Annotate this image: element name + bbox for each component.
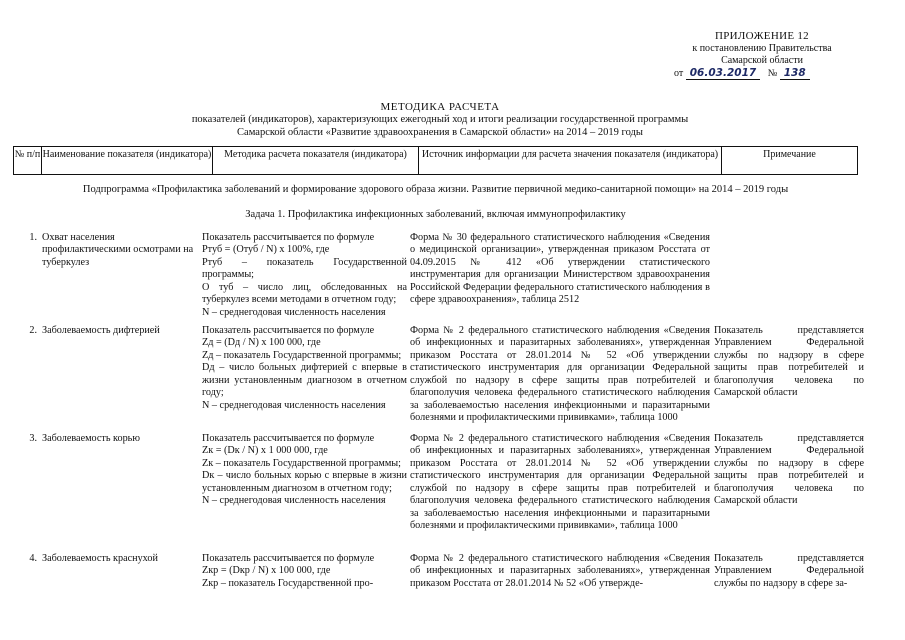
row-1-name: Охват населения профилактическими осмотрами на туберкулез bbox=[42, 232, 194, 268]
appendix-title: ПРИЛОЖЕНИЕ 12 bbox=[715, 30, 809, 42]
row-1-formula-line: O туб – число лиц, обследованных на туберкулез всеми методами в отчетном году; bbox=[202, 281, 407, 306]
document-title bbox=[140, 101, 740, 139]
row-3-note: Показатель представляется Управлением Федеральной службы по надзору в сфере защиты прав потребителей и благополучия человека по Самарской области bbox=[714, 433, 864, 507]
row-2-formula-line: Zд = (Dд / N) х 100 000, где bbox=[202, 337, 321, 349]
row-3-formula-line: Zк = (Dк / N) х 1 000 000, где bbox=[202, 445, 328, 457]
row-1-number: 1. bbox=[29, 232, 37, 243]
row-4-source: Форма № 2 федерального статистического наблюдения «Сведения об инфекционных и паразитарных заболеваниях», утвержденная приказом Росстата от 28.01.2014 № 52 «Об утвержде- bbox=[410, 553, 710, 589]
row-1-formula-line: Pтуб = (Oтуб / N) х 100%, где bbox=[202, 244, 330, 256]
title-line-2: показателей (индикаторов), характеризующих ежегодный ход и итоги реализации государственной программы bbox=[191, 114, 689, 126]
task-caption: Задача 1. Профилактика инфекционных заболеваний, включая иммунопрофилактику bbox=[245, 209, 626, 220]
handwritten-number: 138 bbox=[780, 68, 810, 81]
column-header-note: Примечание bbox=[721, 147, 858, 174]
row-4-note: Показатель представляется Управлением Федеральной службы по надзору в сфере за- bbox=[714, 553, 864, 589]
row-1-formula-line: Показатель рассчитывается по формуле bbox=[202, 232, 375, 243]
row-1-source: Форма № 30 федерального статистического наблюдения «Сведения о медицинской организации», утвержденная приказом Росстата от 04.09.2015 № 412 «Об утверждении статистического инструментария для организации Министерством здравоохранения Российской Федерации федерального статистического наблюдения в сфере здравоохранения», таблица 2512 bbox=[410, 232, 710, 306]
row-2-note: Показатель представляется Управлением Федеральной службы по надзору в сфере защиты прав потребителей и благополучия человека по Самарской области bbox=[714, 325, 864, 399]
row-4-formula-line: Zкр = (Dкр / N) х 100 000, где bbox=[202, 565, 331, 577]
row-4-number: 4. bbox=[29, 553, 37, 564]
subprogram-caption: Подпрограмма «Профилактика заболеваний и формирование здорового образа жизни. Развитие первичной медико-санитарной помощи» на 2014 – 2019 годы bbox=[82, 184, 789, 195]
appendix-line-1: к постановлению Правительства bbox=[692, 42, 832, 54]
row-2-formula-line: Zд – показатель Государственной программы; bbox=[202, 349, 402, 361]
row-2-name: Заболеваемость дифтерией bbox=[42, 325, 160, 336]
row-3-formula bbox=[202, 433, 407, 508]
row-3-number: 3. bbox=[29, 433, 37, 444]
row-2-source: Форма № 2 федерального статистического наблюдения «Сведения об инфекционных и паразитарных заболеваниях», утвержденная приказом Росстата от 28.01.2014 № 52 «Об утверждении статистического инструментария для организации Федеральной службой по надзору в сфере защиты прав потребителей и благополучия человека федерального статистического наблюдения за заболеваемостью населения инфекционными и паразитарными болезнями и профилактическими прививками», таблица 1000 bbox=[410, 325, 710, 424]
column-header-source: Источник информации для расчета значения показателя (индикатора) bbox=[418, 147, 721, 174]
row-2-formula-line: Показатель рассчитывается по формуле bbox=[202, 325, 375, 336]
handwritten-date: 06.03.2017 bbox=[686, 68, 760, 81]
appendix-date-line bbox=[672, 68, 852, 81]
row-4-formula-line: Zкр – показатель Государственной про- bbox=[202, 577, 374, 589]
number-prefix: № bbox=[767, 67, 778, 79]
date-prefix: от bbox=[674, 67, 684, 79]
row-2-formula bbox=[202, 325, 407, 412]
row-4-name: Заболеваемость краснухой bbox=[42, 553, 158, 564]
title-line-3: Самарской области «Развитие здравоохранения в Самарской области» на 2014 – 2019 годы bbox=[237, 126, 643, 138]
row-2-formula-line: N – среднегодовая численность населения bbox=[202, 399, 386, 411]
row-1-formula bbox=[202, 232, 407, 319]
row-2-formula-line: Dд – число больных дифтерией с впервые в жизни установленным диагнозом в отчетном году; bbox=[202, 362, 407, 399]
title-heading: МЕТОДИКА РАСЧЕТА bbox=[380, 101, 500, 113]
row-3-formula-line: N – среднегодовая численность населения bbox=[202, 495, 386, 507]
row-2-number: 2. bbox=[29, 325, 37, 336]
appendix-line-2: Самарской области bbox=[721, 54, 803, 66]
column-header-number: № п/п bbox=[13, 147, 41, 174]
row-4-formula-line: Показатель рассчитывается по формуле bbox=[202, 553, 375, 564]
row-4-formula bbox=[202, 553, 407, 590]
row-3-name: Заболеваемость корью bbox=[42, 433, 140, 444]
row-1-formula-line: Pтуб – показатель Государственной программы; bbox=[202, 256, 407, 281]
row-1-formula-line: N – среднегодовая численность населения bbox=[202, 306, 386, 318]
table-header bbox=[13, 146, 858, 175]
row-3-formula-line: Zк – показатель Государственной программы; bbox=[202, 457, 401, 469]
row-3-formula-line: Dк – число больных корью с впервые в жизни установленным диагнозом в отчетном году; bbox=[202, 470, 407, 494]
column-header-method: Методика расчета показателя (индикатора) bbox=[212, 147, 418, 174]
appendix-header bbox=[672, 30, 852, 80]
column-header-name: Наименование показателя (индикатора) bbox=[41, 147, 212, 174]
row-3-source: Форма № 2 федерального статистического наблюдения «Сведения об инфекционных и паразитарных заболеваниях», утвержденная приказом Росстата от 28.01.2014 № 52 «Об утверждении статистического инструментария для организации Федеральной службой по надзору в сфере защиты прав потребителей и благополучия человека федерального статистического наблюдения за заболеваемостью населения инфекционными и паразитарными болезнями и профилактическими прививками», таблица 1000 bbox=[410, 433, 710, 532]
row-3-formula-line: Показатель рассчитывается по формуле bbox=[202, 433, 375, 444]
